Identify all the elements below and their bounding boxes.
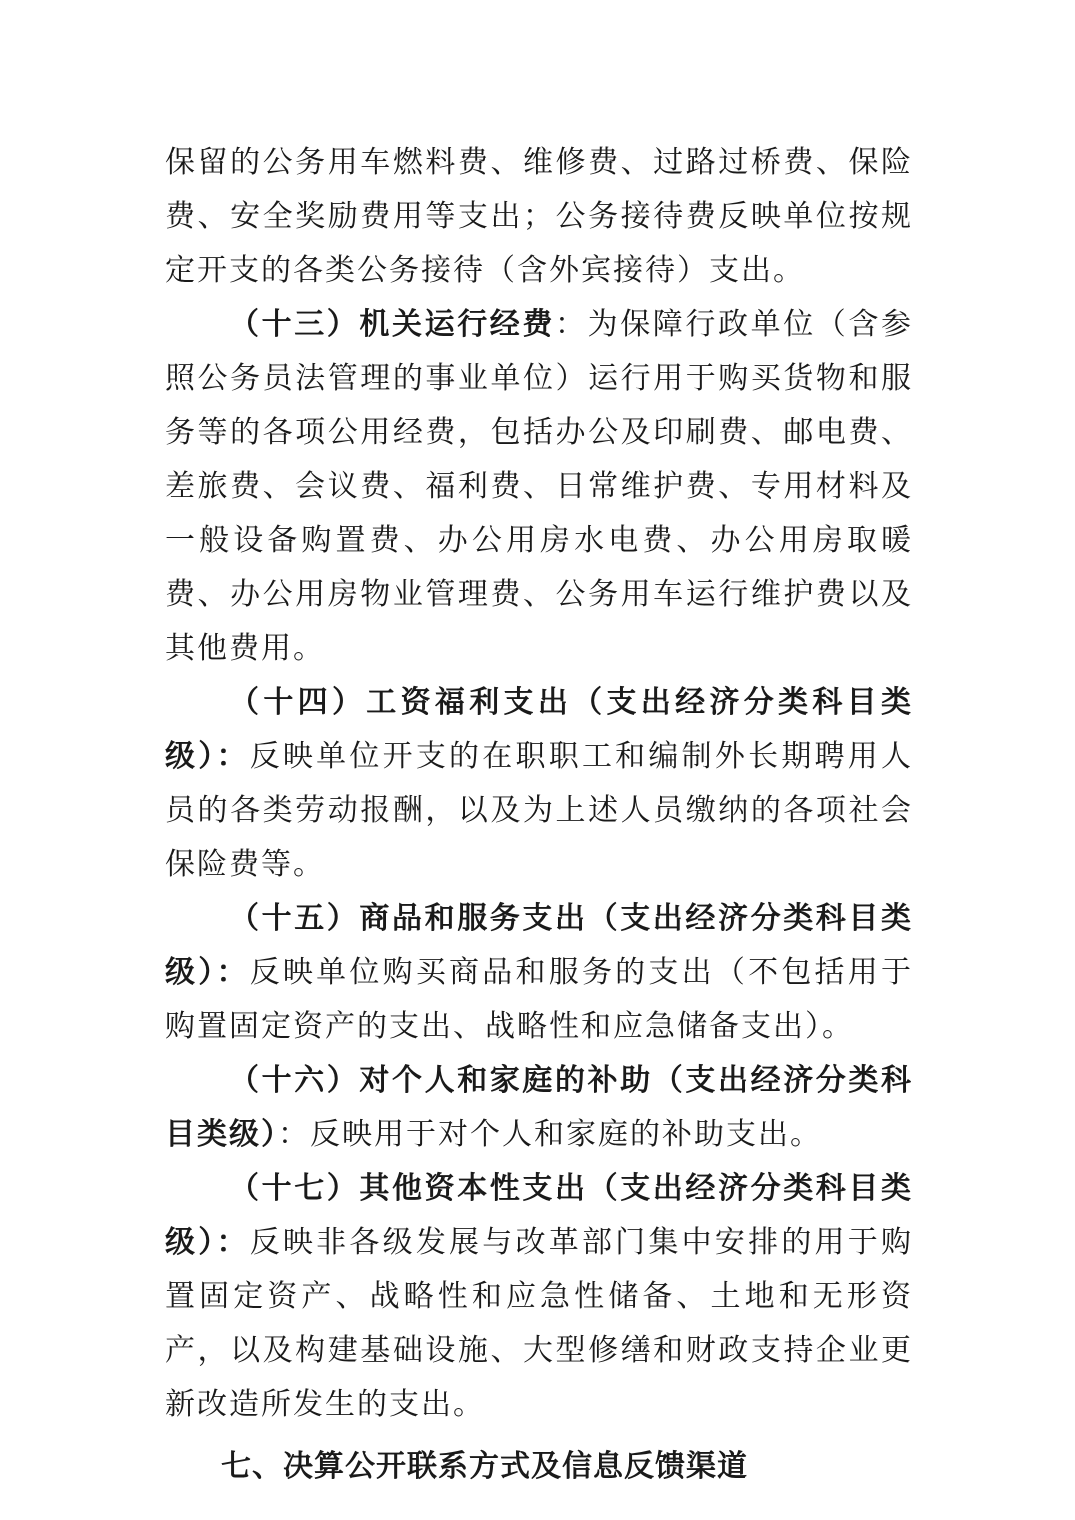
paragraph-item-17 <box>165 1162 913 1432</box>
item-label: （十六）对个人和家庭的补助（支出经济分类科目类级） <box>165 1063 913 1152</box>
section-heading: 七、决算公开联系方式及信息反馈渠道 <box>221 1449 748 1484</box>
document-body <box>165 136 913 1494</box>
item-label: （十四）工资福利支出（支出经济分类科目类级）： <box>165 685 913 774</box>
paragraph-text: ：为保障行政单位（含参照公务员法管理的事业单位）运行用于购买货物和服务等的各项公用经费，包括办公及印刷费、邮电费、差旅费、会议费、福利费、日常维护费、专用材料及一般设备购置费、办公用房水电费、办公用房取暖费、办公用房物业管理费、公务用车运行维护费以及其他费用。 <box>165 307 913 666</box>
item-label: （十五）商品和服务支出（支出经济分类科目类级）： <box>165 901 913 990</box>
paragraph-text: 反映单位开支的在职职工和编制外长期聘用人员的各类劳动报酬，以及为上述人员缴纳的各项社会保险费等。 <box>165 739 914 882</box>
paragraph-continued <box>165 136 913 298</box>
paragraph-item-16 <box>165 1054 913 1162</box>
paragraph-item-13 <box>165 298 913 676</box>
paragraph-item-14 <box>165 676 913 892</box>
paragraph-text: 保留的公务用车燃料费、维修费、过路过桥费、保险费、安全奖励费用等支出；公务接待费反映单位按规定开支的各类公务接待（含外宾接待）支出。 <box>165 145 913 288</box>
paragraph-text: 反映非各级发展与改革部门集中安排的用于购置固定资产、战略性和应急性储备、土地和无形资产，以及构建基础设施、大型修缮和财政支持企业更新改造所发生的支出。 <box>165 1225 914 1422</box>
item-label: （十七）其他资本性支出（支出经济分类科目类级）： <box>165 1171 913 1260</box>
item-label: （十三）机关运行经费 <box>229 307 555 342</box>
paragraph-item-15 <box>165 892 913 1054</box>
paragraph-text: ：反映用于对个人和家庭的补助支出。 <box>278 1117 822 1152</box>
paragraph-text: 反映单位购买商品和服务的支出（不包括用于购置固定资产的支出、战略性和应急储备支出）。 <box>165 955 914 1044</box>
